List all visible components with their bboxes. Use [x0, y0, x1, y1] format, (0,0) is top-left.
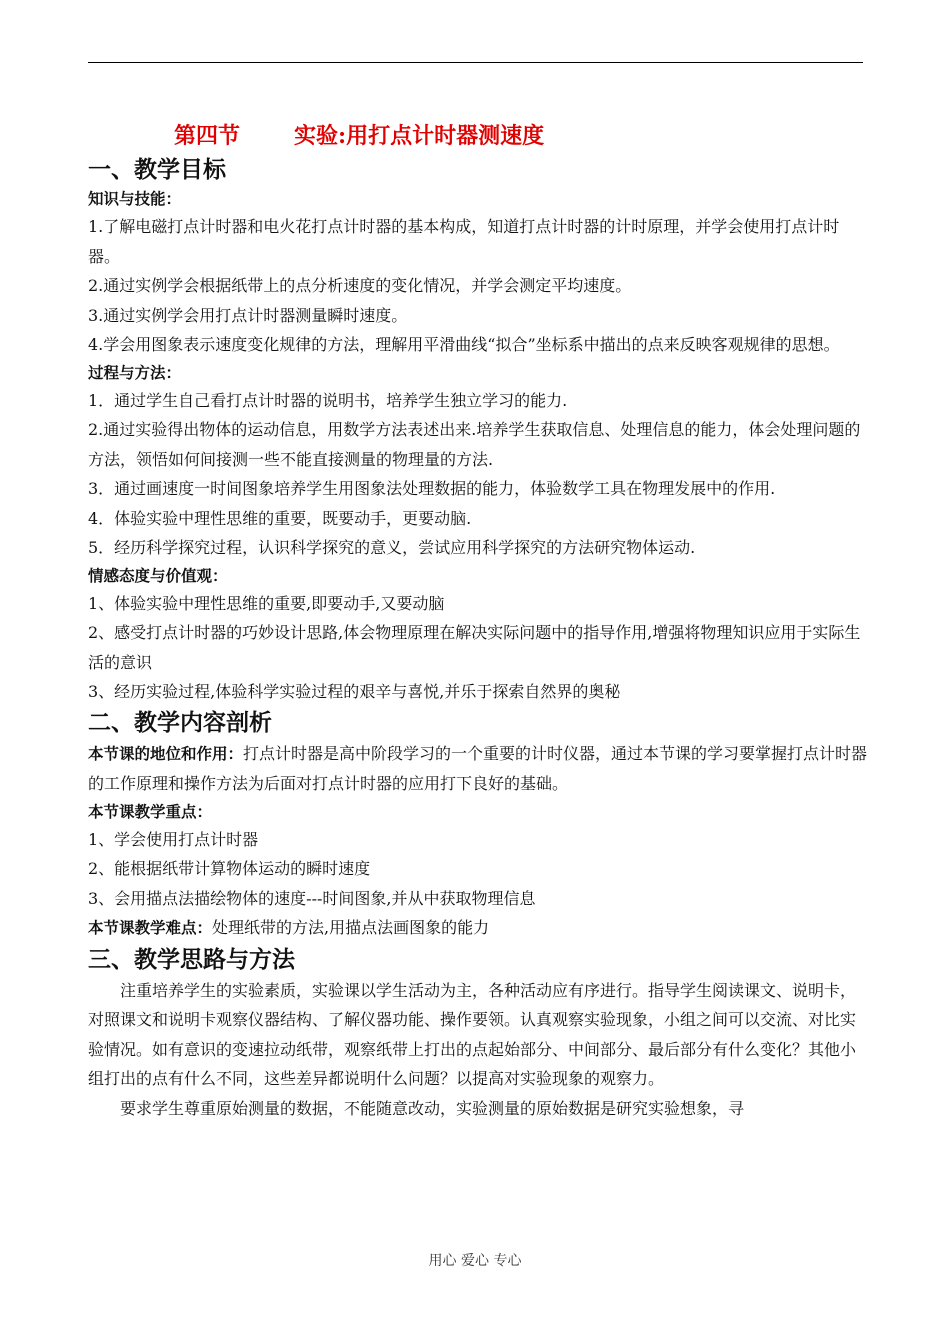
- key-point-item: 2、能根据纸带计算物体运动的瞬时速度: [88, 859, 371, 878]
- heading-teaching-method: 三、教学思路与方法: [88, 946, 295, 973]
- role-label: 本节课的地位和作用：: [88, 744, 244, 763]
- subheading-key-points: 本节课教学重点：: [88, 802, 213, 821]
- objective-item: 1.了解电磁打点计时器和电火花打点计时器的基本构成，知道打点计时器的计时原理，并学会使用打点计时器。: [88, 217, 840, 266]
- attitude-item: 2、感受打点计时器的巧妙设计思路,体会物理原理在解决实际问题中的指导作用,增强将物理知识应用于实际生活的意识: [88, 623, 861, 672]
- difficulty-text: 处理纸带的方法,用描点法画图象的能力: [212, 918, 490, 937]
- key-point-item: 3、会用描点法描绘物体的速度---时间图象,并从中获取物理信息: [88, 888, 536, 908]
- process-item: 4．体验实验中理性思维的重要，既要动手，更要动脑.: [88, 508, 472, 528]
- subheading-attitude: 情感态度与价值观：: [88, 566, 228, 585]
- method-paragraph: 要求学生尊重原始测量的数据，不能随意改动，实验测量的原始数据是研究实验想象，寻: [120, 1098, 745, 1118]
- section-number: 第四节: [174, 123, 241, 149]
- objective-item: 3.通过实例学会用打点计时器测量瞬时速度。: [88, 305, 408, 325]
- attitude-item: 1、体验实验中理性思维的重要,即要动手,又要动脑: [88, 593, 445, 613]
- heading-content-analysis: 二、教学内容剖析: [88, 709, 272, 736]
- role-paragraph: [88, 739, 868, 799]
- difficulty-paragraph: [88, 913, 868, 944]
- lesson-title: 实验:用打点计时器测速度: [294, 123, 545, 149]
- process-item: 2.通过实验得出物体的运动信息，用数学方法表述出来.培养学生获取信息、处理信息的能力，体会处理问题的方法，领悟如何间接测一些不能直接测量的物理量的方法.: [88, 420, 861, 469]
- process-item: 3．通过画速度一时间图象培养学生用图象法处理数据的能力，体验数学工具在物理发展中的作用.: [88, 479, 776, 498]
- page-footer: 用心 爱心 专心: [428, 1253, 522, 1269]
- objective-item: 2.通过实例学会根据纸带上的点分析速度的变化情况，并学会测定平均速度。: [88, 276, 632, 295]
- document-body: [88, 118, 868, 1123]
- process-item: 1．通过学生自己看打点计时器的说明书，培养学生独立学习的能力.: [88, 390, 568, 410]
- header-rule: [88, 62, 863, 63]
- subheading-process: 过程与方法：: [88, 363, 182, 382]
- role-text: 打点计时器是高中阶段学习的一个重要的计时仪器，通过本节课的学习要掌握打点计时器的工作原理和操作方法为后面对打点计时器的应用打下良好的基础。: [88, 743, 868, 793]
- attitude-item: 3、经历实验过程,体验科学实验过程的艰辛与喜悦,并乐于探索自然界的奥秘: [88, 682, 621, 701]
- method-paragraph: 注重培养学生的实验素质，实验课以学生活动为主，各种活动应有序进行。指导学生阅读课文、说明卡，对照课文和说明卡观察仪器结构、了解仪器功能、操作要领。认真观察实验现象，小组之间可以交流、对比实验情况。如有意识的变速拉动纸带，观察纸带上打出的点起始部分、中间部分、最后部分有什么变化？其他小组打出的点有什么不同，这些差异都说明什么问题？以提高对实验现象的观察力。: [88, 980, 857, 1088]
- objective-item: 4.学会用图象表示速度变化规律的方法，理解用平滑曲线“拟合”坐标系中描出的点来反映客观规律的思想。: [88, 335, 840, 354]
- heading-objectives: 一、教学目标: [88, 157, 226, 183]
- process-item: 5．经历科学探究过程，认识科学探究的意义，尝试应用科学探究的方法研究物体运动.: [88, 538, 696, 557]
- page-title: [174, 118, 868, 154]
- subheading-knowledge: 知识与技能：: [88, 190, 182, 208]
- difficulty-label: 本节课教学难点：: [88, 919, 213, 937]
- key-point-item: 1、学会使用打点计时器: [88, 829, 259, 849]
